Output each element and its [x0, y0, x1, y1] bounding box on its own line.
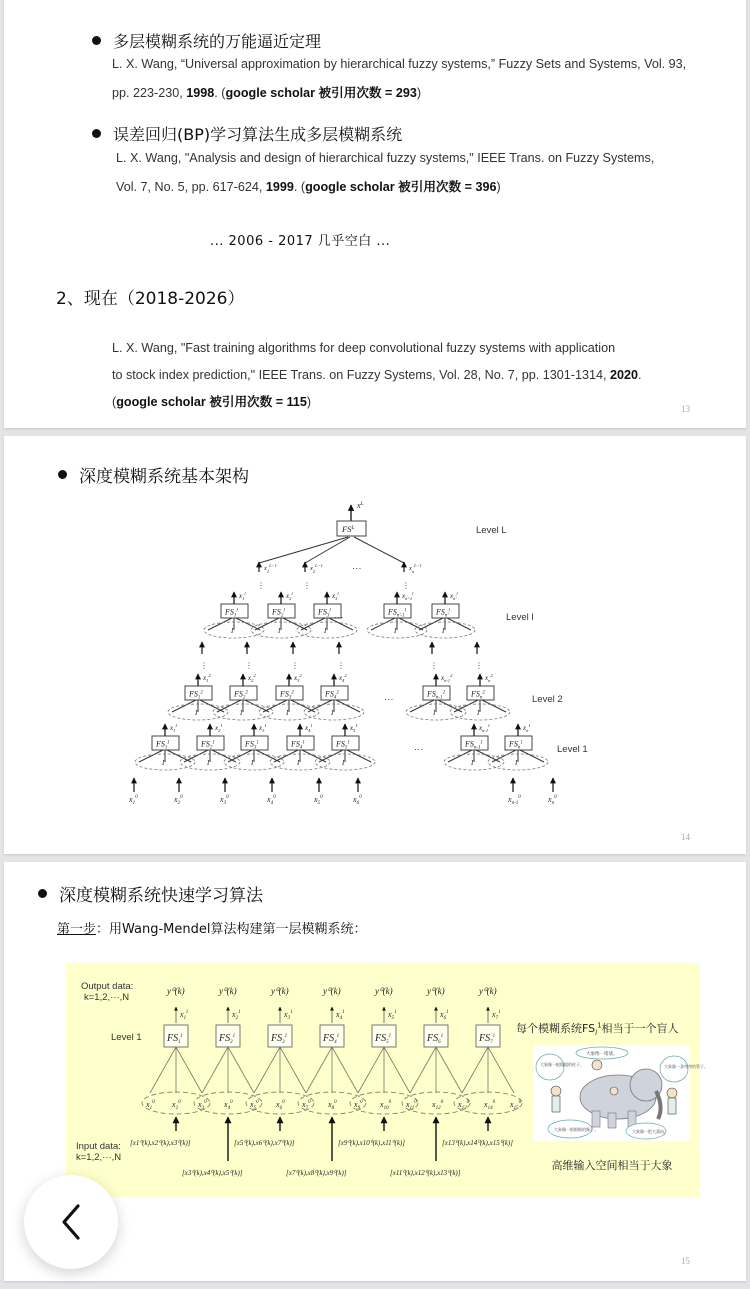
fs-label: $FS_2^1$ — [219, 1033, 236, 1045]
bullet-heading — [38, 881, 263, 906]
group-label: I — [162, 759, 165, 767]
output-label: $x_{n-1}^2$ — [441, 673, 453, 683]
output-y-label: y⁰(k) — [375, 986, 393, 996]
svg-text:⋮: ⋮ — [402, 581, 410, 590]
x0-label: $x_5^0$ — [250, 1100, 259, 1111]
svg-text:⋮: ⋮ — [291, 661, 299, 670]
x1-label: $x_5^1$ — [388, 1010, 397, 1021]
svg-text:⋮: ⋮ — [430, 661, 438, 670]
x1-label: $x_4^1$ — [336, 1010, 345, 1021]
heading-text: 误差回归(BP)学习算法生成多层模糊系统 — [113, 125, 403, 144]
input-vector: [x13⁰(k),x14⁰(k),x15⁰(k)] — [442, 1139, 513, 1147]
elephant-icon — [534, 1045, 708, 1141]
reference-1 — [112, 50, 686, 108]
x0-label: $x_9^0$ — [354, 1100, 363, 1111]
fs-label: $FS_4^1$ — [291, 739, 305, 751]
svg-text:大象像一根粗粗的柱子。: 大象像一根粗粗的柱子。 — [540, 1062, 584, 1067]
input-vector: [x5⁰(k),x6⁰(k),x7⁰(k)] — [234, 1139, 295, 1147]
group-label: I — [477, 709, 480, 717]
bullet-icon — [58, 470, 67, 479]
output-label: $x_4^2$ — [339, 673, 347, 683]
reference-2 — [116, 144, 654, 202]
input-label: $x_3^0$ — [220, 795, 229, 806]
output-y-label: y⁰(k) — [479, 986, 497, 996]
group-label: I — [394, 627, 397, 635]
group-label: I — [471, 759, 474, 767]
wm-figure — [66, 963, 708, 1197]
x0-label: $x_{15}^0$ — [510, 1100, 522, 1111]
fs-label: $FS_3^1$ — [245, 739, 259, 751]
group-label: I — [286, 709, 289, 717]
output-y-label: y⁰(k) — [427, 986, 445, 996]
x1-label: $x_6^1$ — [440, 1010, 449, 1021]
fs-label: $FS_{n'-1}^l$ — [388, 607, 407, 619]
group-label: I — [515, 759, 518, 767]
svg-text:···: ··· — [414, 744, 424, 755]
input-label: $x_{n-1}^0$ — [508, 795, 521, 806]
x1-label: $x_2^1$ — [232, 1010, 241, 1021]
step-line — [57, 918, 367, 937]
output-label: $x_3^2$ — [294, 673, 302, 683]
fs-label: $FS^L$ — [342, 524, 355, 534]
level-label: Level L — [476, 525, 507, 536]
level-label: Level 2 — [532, 694, 563, 705]
x0-label: $x_6^0$ — [276, 1100, 285, 1111]
svg-text:xnL−1: $x_n^{L-1}$ — [409, 563, 422, 574]
step-text: ：用Wang-Mendel算法构建第一层模糊系统： — [96, 922, 367, 937]
elephant-caption: 高维输入空间相当于大象 — [551, 1159, 673, 1172]
output-y-label: y⁰(k) — [167, 986, 185, 996]
output-label: $x_5^1$ — [350, 723, 358, 733]
output-label: $x_2^1$ — [215, 723, 223, 733]
fs-label: $FS_{n-1}^1$ — [465, 739, 483, 751]
fs-label: $FS_{n'}^l$ — [436, 607, 450, 619]
output-label: $x_4^1$ — [305, 723, 313, 733]
output-data-label: Output data: k=1,2,···,N — [81, 981, 134, 1003]
heading-text: 深度模糊系统快速学习算法 — [59, 886, 263, 906]
ref-line: pp. 223-230, 1998. (google scholar 被引用次数 = 293) — [112, 86, 422, 100]
input-label: $x_n^0$ — [548, 795, 557, 806]
svg-text:大象像一堵墙。: 大象像一堵墙。 — [586, 1052, 618, 1057]
input-label: $x_5^0$ — [314, 795, 323, 806]
group-label: I — [297, 759, 300, 767]
output-label: $x_n^1$ — [523, 723, 531, 733]
svg-text:⋮: ⋮ — [257, 581, 265, 590]
fs-label: $FS_3^l$ — [318, 607, 331, 619]
input-vector: [x11⁰(k),x12⁰(k),x13⁰(k)] — [390, 1169, 461, 1177]
output-label: $x_1^2$ — [203, 673, 211, 683]
level-l-row — [200, 591, 483, 670]
x1-label: $x_1^1$ — [180, 1010, 189, 1021]
x0-label: $x_7^0$ — [302, 1100, 311, 1111]
x0-label: $x_{11}^0$ — [406, 1100, 417, 1111]
output-label: $x_n^2$ — [485, 673, 493, 683]
fs-label: $FS_1^1$ — [167, 1033, 183, 1045]
svg-text:x1L−1: $x_1^{L-1}$ — [264, 563, 277, 574]
svg-text:大象像一条弯弯的管子。: 大象像一条弯弯的管子。 — [664, 1064, 708, 1069]
page-number: 13 — [681, 404, 690, 414]
fs-label: $FS_n^1$ — [509, 739, 523, 751]
heading-text: 深度模糊系统基本架构 — [79, 467, 249, 487]
group-label: I — [207, 759, 210, 767]
x0-label: $x_2^0$ — [172, 1100, 181, 1111]
fs-label: $FS_2^1$ — [201, 739, 215, 751]
fs-label: $FS_5^1$ — [375, 1033, 392, 1045]
level-1-label: Level 1 — [111, 1032, 142, 1043]
group-label: I — [342, 759, 345, 767]
x0-label: $x_1^0$ — [146, 1100, 155, 1111]
fs-label: $FS_3^1$ — [271, 1033, 288, 1045]
output-label: $x_2^2$ — [248, 673, 256, 683]
bullet-heading — [92, 29, 321, 52]
chevron-left-icon — [56, 1202, 86, 1242]
fs-label: $FS_1^l$ — [225, 607, 238, 619]
fs-label: $FS_4^2$ — [325, 689, 339, 701]
gap-text: ... 2006 - 2017 几乎空白 ... — [210, 234, 391, 249]
input-vector: [x7⁰(k),x8⁰(k),x9⁰(k)] — [286, 1169, 347, 1177]
ref-line: L. X. Wang, "Analysis and design of hierarchical fuzzy systems," IEEE Trans. on Fuzzy Systems, — [116, 151, 655, 165]
output-label: $x_3^l$ — [332, 591, 339, 601]
input-data-label: Input data: k=1,2,···,N — [76, 1141, 122, 1163]
svg-text:x2L−1: $x_2^{L-1}$ — [310, 563, 323, 574]
input-label: $x_4^0$ — [267, 795, 276, 806]
reference-current — [112, 335, 642, 416]
step-label: 第一步 — [57, 922, 97, 937]
output-label: $x_{n'}^l$ — [450, 591, 458, 601]
ref-line: L. X. Wang, "Fast training algorithms for deep convolutional fuzzy systems with application — [112, 341, 616, 355]
input-vector: [x3⁰(k),x4⁰(k),x5⁰(k)] — [182, 1169, 243, 1177]
x0-label: $x_8^0$ — [328, 1100, 337, 1111]
ref-line: (google scholar 被引用次数 = 115) — [112, 395, 312, 409]
bullet-icon — [92, 36, 101, 45]
page-number: 14 — [681, 832, 690, 842]
group-label: I — [251, 759, 254, 767]
output-label: $x_{n'-1}^l$ — [402, 591, 414, 601]
svg-text:⋮: ⋮ — [303, 581, 311, 590]
fs-label: $FS_1^2$ — [189, 689, 203, 701]
slide-14 — [4, 436, 746, 854]
output-y-label: y⁰(k) — [323, 986, 341, 996]
elephant-illustration — [534, 1045, 708, 1141]
input-label: $x_1^0$ — [129, 795, 138, 806]
ref-line: to stock index prediction," IEEE Trans. on Fuzzy Systems, Vol. 28, No. 7, pp. 1301-1314, 2020. — [112, 368, 642, 382]
input-row — [128, 778, 557, 806]
input-vector: [x9⁰(k),x10⁰(k),x11⁰(k)] — [338, 1139, 405, 1147]
level-1-row — [135, 723, 548, 770]
group-label: I — [331, 709, 334, 717]
input-label: $x_2^0$ — [174, 795, 183, 806]
group-label: I — [278, 627, 281, 635]
level-L-node — [257, 501, 507, 590]
fs-label: $FS_5^1$ — [336, 739, 350, 751]
bullet-icon — [38, 889, 47, 898]
svg-text:···: ··· — [334, 612, 344, 623]
output-y-label: y⁰(k) — [271, 986, 289, 996]
group-label: I — [324, 627, 327, 635]
svg-text:⋮: ⋮ — [245, 661, 253, 670]
svg-text:大象像一把大蒲扇。: 大象像一把大蒲扇。 — [632, 1129, 668, 1134]
bullet-heading — [58, 462, 249, 487]
x0-label: $x_4^0$ — [224, 1100, 233, 1111]
input-label: $x_6^0$ — [353, 795, 362, 806]
bullet-heading — [92, 122, 402, 145]
output-label: $x_2^l$ — [286, 591, 293, 601]
fs-label: $FS_1^1$ — [156, 739, 170, 751]
fs-label: $FS_6^1$ — [427, 1033, 444, 1045]
output-label: $x_{n-1}^1$ — [479, 723, 491, 733]
svg-text:大象像一根细细的绳子。: 大象像一根细细的绳子。 — [554, 1127, 598, 1132]
svg-text:⋮: ⋮ — [337, 661, 345, 670]
x0-label: $x_{12}^0$ — [432, 1100, 444, 1111]
output-label: $x_1^1$ — [170, 723, 178, 733]
x1-label: $x_7^1$ — [492, 1010, 501, 1021]
fs-label: $FS_4^1$ — [323, 1033, 340, 1045]
svg-text:⋮: ⋮ — [200, 661, 208, 670]
x0-label: $x_{14}^0$ — [484, 1100, 496, 1111]
svg-text:···: ··· — [384, 694, 394, 705]
input-vector: [x1⁰(k),x2⁰(k),x3⁰(k)] — [130, 1139, 191, 1147]
fs-label: $FS_3^2$ — [280, 689, 294, 701]
wm-network — [66, 963, 526, 1197]
group-label: I — [433, 709, 436, 717]
slide-13 — [4, 0, 746, 428]
output-label: $x^L$ — [357, 501, 364, 510]
hierarchical-fuzzy-diagram — [4, 496, 746, 866]
fs-label: $FS_7^1$ — [479, 1033, 496, 1045]
x0-label: $x_{13}^0$ — [458, 1100, 470, 1111]
ref-line: Vol. 7, No. 5, pp. 617-624, 1999. (google scholar 被引用次数 = 396) — [116, 180, 501, 194]
x0-label: $x_3^0$ — [198, 1100, 207, 1111]
x0-label: $x_{10}^0$ — [380, 1100, 392, 1111]
blind-man-caption: 每个模糊系统$FS_l^1$相当于一个盲人 — [516, 1021, 679, 1038]
heading-text: 多层模糊系统的万能逼近定理 — [113, 32, 322, 51]
level-label: Level 1 — [557, 744, 588, 755]
output-label: $x_1^l$ — [239, 591, 246, 601]
output-label: $x_3^1$ — [259, 723, 267, 733]
group-label: I — [195, 709, 198, 717]
page-number: 15 — [681, 1256, 690, 1266]
fs-label: $FS_n^2$ — [471, 689, 485, 701]
group-label: I — [231, 627, 234, 635]
fs-label: $FS_2^l$ — [272, 607, 285, 619]
group-label: I — [240, 709, 243, 717]
back-button[interactable] — [24, 1175, 118, 1269]
output-y-label: y⁰(k) — [219, 986, 237, 996]
fs-label: $FS_2^2$ — [234, 689, 248, 701]
bullet-icon — [92, 129, 101, 138]
level-2-row — [168, 673, 510, 720]
fs-label: $FS_{n-1}^2$ — [427, 689, 446, 701]
group-label: I — [442, 627, 445, 635]
ref-line: L. X. Wang, “Universal approximation by hierarchical fuzzy systems,” Fuzzy Sets and Systems, Vol. 93, — [112, 57, 687, 71]
section-heading: 2、现在（2018-2026） — [56, 289, 245, 309]
x1-label: $x_3^1$ — [284, 1010, 293, 1021]
level-label: Level l — [506, 612, 534, 623]
ellipsis: ··· — [352, 563, 362, 574]
svg-text:⋮: ⋮ — [475, 661, 483, 670]
